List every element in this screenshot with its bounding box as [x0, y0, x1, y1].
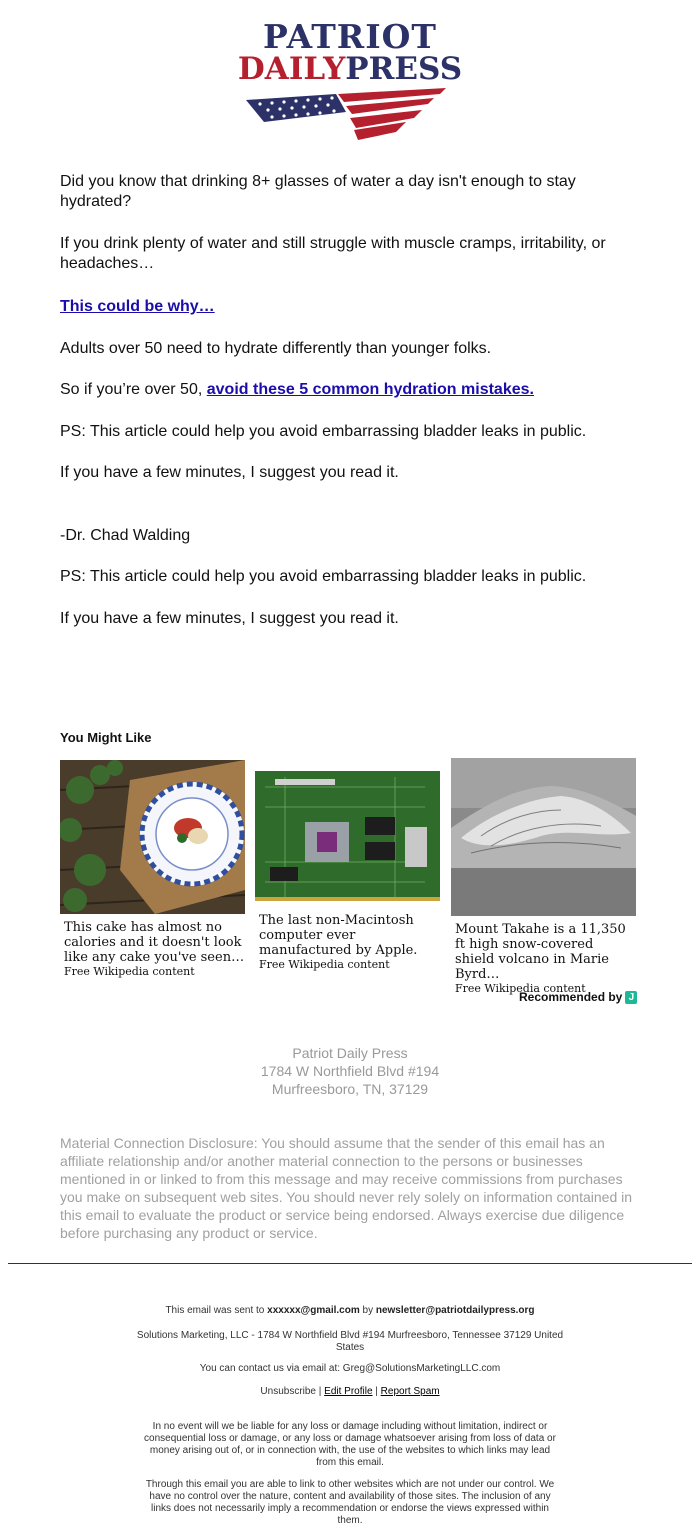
logo-line-2 — [236, 52, 464, 86]
logo-line-1: PATRIOT — [263, 17, 437, 56]
paragraph-adults: Adults over 50 need to hydrate differently than younger folks. — [60, 340, 492, 357]
recommender-logo-icon: J — [625, 991, 637, 1004]
footer-third-party: Through this email you are able to link to other websites which are not under our control. We have no control over the nature, content and availability of those sites. The inclusion of any links does not necessarily imply a recommendation or endorse the views expressed within them. — [145, 1479, 555, 1526]
volcano-image — [451, 758, 636, 916]
card-source: Free Wikipedia content — [455, 982, 586, 995]
could-be-why-link[interactable]: This could be why… — [60, 298, 215, 315]
paragraph-read-2: If you have a few minutes, I suggest you read it. — [60, 610, 399, 627]
over-50-text: So if you’re over 50, — [60, 381, 207, 398]
recommended-by[interactable] — [519, 990, 637, 1004]
separator: | — [372, 1386, 381, 1397]
unsubscribe-link[interactable]: Unsubscribe — [260, 1386, 316, 1397]
postal-address — [0, 1044, 700, 1098]
cake-image — [60, 760, 245, 914]
signature: -Dr. Chad Walding — [60, 527, 191, 544]
paragraph-ps-2: PS: This article could help you avoid embarrassing bladder leaks in public. — [60, 568, 587, 585]
paragraph-water: Did you know that drinking 8+ glasses of water a day isn't enough to stay hydrated? — [60, 173, 576, 210]
footer-contact: You can contact us via email at: Greg@SolutionsMarketingLLC.com — [199, 1363, 501, 1374]
hydration-mistakes-link[interactable]: avoid these 5 common hydration mistakes. — [206, 381, 534, 398]
circuit-board-thumbnail[interactable] — [255, 767, 440, 907]
sent-by: by — [359, 1305, 376, 1316]
recommended-by-label: Recommended by — [519, 990, 623, 1004]
you-might-like-heading: You Might Like — [60, 730, 152, 745]
material-connection-disclosure: Material Connection Disclosure: You should assume that the sender of this email has an affiliate relationship and/or another material connection to the persons or businesses mentioned in or linked to from this message and may receive commissions from purchases you make on subsequent web sites. You should never rely solely on information contained in this email to evaluate the product or service being endorsed. Always exercise due diligence before purchasing any product or service. — [60, 1135, 633, 1241]
recommendation-card-computer[interactable] — [255, 767, 440, 971]
card-source: Free Wikipedia content — [259, 958, 390, 971]
card-title[interactable]: This cake has almost no calories and it doesn't look like any cake you've seen… — [64, 920, 245, 965]
address-street: 1784 W Northfield Blvd #194 — [260, 1063, 440, 1079]
footer-sent-to — [130, 1305, 570, 1317]
card-title[interactable]: The last non-Macintosh computer ever manufactured by Apple. — [259, 913, 418, 958]
paragraph-link — [60, 297, 650, 317]
footer-company: Solutions Marketing, LLC - 1784 W Northfield Blvd #194 Murfreesboro, Tennessee 37129 United States — [136, 1330, 564, 1353]
card-source: Free Wikipedia content — [64, 965, 195, 978]
paragraph-over-50 — [60, 380, 650, 400]
flag-icon — [246, 88, 456, 144]
recipient-email: xxxxxx@gmail.com — [267, 1305, 360, 1316]
divider — [8, 1263, 692, 1264]
patriot-daily-press-logo — [236, 17, 464, 144]
circuit-board-image — [255, 767, 440, 907]
paragraph-symptoms: If you drink plenty of water and still struggle with muscle cramps, irritability, or headaches… — [60, 235, 606, 272]
report-spam-link[interactable]: Report Spam — [380, 1386, 440, 1397]
card-title[interactable]: Mount Takahe is a 11,350 ft high snow-covered shield volcano in Marie Byrd… — [455, 922, 626, 982]
volcano-thumbnail[interactable] — [451, 758, 636, 916]
footer-actions — [130, 1386, 570, 1398]
sender-email: newsletter@patriotdailypress.org — [375, 1305, 535, 1316]
paragraph-read-1: If you have a few minutes, I suggest you read it. — [60, 464, 399, 481]
logo-press: PRESS — [345, 51, 463, 87]
address-city: Murfreesboro, TN, 37129 — [271, 1081, 429, 1097]
address-name: Patriot Daily Press — [292, 1045, 408, 1061]
paragraph-ps-1: PS: This article could help you avoid embarrassing bladder leaks in public. — [60, 423, 587, 440]
cake-thumbnail[interactable] — [60, 760, 245, 914]
sent-prefix: This email was sent to — [165, 1305, 268, 1316]
footer-liability: In no event will we be liable for any loss or damage including without limitation, indirect or consequential loss or damage, or any loss or damage whatsoever arising from loss of data or money arising out of, or in connection with, the use of the websites to which links may lead from this email. — [144, 1421, 556, 1468]
edit-profile-link[interactable]: Edit Profile — [324, 1386, 373, 1397]
recommendation-card-cake[interactable] — [60, 760, 245, 978]
separator: | — [316, 1386, 325, 1397]
recommendation-card-volcano[interactable] — [451, 758, 636, 995]
logo-daily: DAILY — [237, 51, 346, 87]
